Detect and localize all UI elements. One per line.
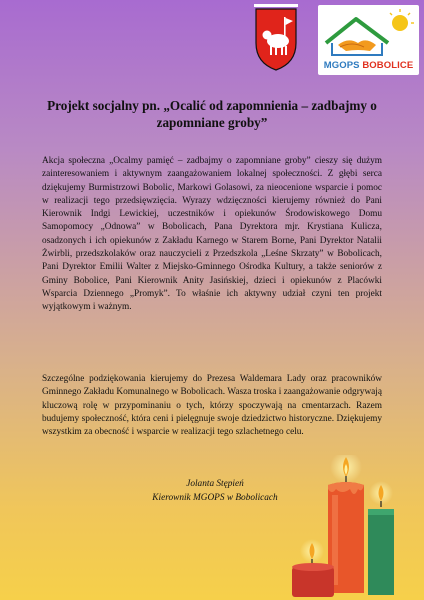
short-red-candle-icon [292,539,334,597]
signature-block [130,478,300,505]
green-candle-icon [368,481,394,595]
paragraph-thanks: Akcja społeczna „Ocalmy pamięć – zadbajmy o zapomniane groby” cieszy się dużym zainteresowaniem i aktywnym zaangażowaniem lokalnej społeczności. Z głębi serca dziękujemy Burmistrzowi Bobolic, Markowi Golasowi, za nieocenione wsparcie i pomoc w realizacji tego przedsięwzięcia. Wyrazy wdzięczności kierujemy również do Pani Kierownik Indgi Lewickiej, uczestników i opiekunów Środowiskowego Domu Samopomocy „Odnowa” w Bobolicach, Pana Dyrektora mjr. Krystiana Kulicza, osadzonych i ich opiekunów z Zakładu Karnego w Starem Borne, Pani Dyrektor Natalii Żwirbli, przedszkolaków oraz nauczycieli z Przedszkola „Leśne Skrzaty” w Bobolicach, Pani Dyrektor Emilii Walter z Miejsko-Gminnego Ośrodka Kultury, a także seniorów z Gminy Bobolice, Pani Kierownik Anity Jasińskiej, dzieci i opiekunów z Placówki Wsparcia Dziennego „Promyk”. To właśnie ich aktywny udział czyni ten projekt wyjątkowym i ważnym. [42,156,382,313]
logo-text-mgops: MGOPS [323,60,360,71]
bobolice-crest-logo [252,3,300,73]
signature-name: Jolanta Stępień [186,479,244,489]
mgops-bobolice-logo [318,5,419,75]
signature-role: Kierownik MGOPS w Bobolicach [152,492,278,503]
house-hands-icon [318,5,419,61]
logo-text [318,60,419,71]
candles-illustration [282,455,424,600]
document-title: Projekt socjalny pn. „Ocalić od zapomnienia – zadbajmy o zapomniane groby” [47,98,377,130]
logo-text-bobolice: BOBOLICE [362,60,414,71]
paragraph-special-thanks: Szczególne podziękowania kierujemy do Prezesa Waldemara Lady oraz pracowników Gminnego Zakładu Komunalnego w Bobolicach. Wasza troska i zaangażowanie odgrywają kluczową rolę w przypominaniu o tych, którzy spoczywają na cmentarzach. Razem budujemy społeczność, która ceni i pielęgnuje swoje dziedzictwo historyczne. Dziękujemy wszystkim za obecność i wsparcie w realizacji tego szlachetnego celu. [42,374,382,438]
